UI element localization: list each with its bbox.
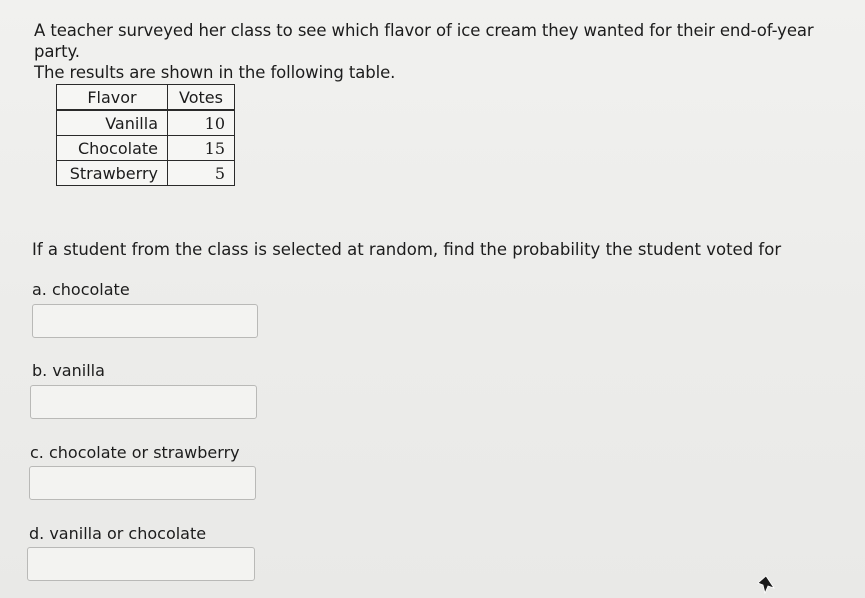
problem-intro — [34, 20, 834, 83]
table-row — [57, 136, 235, 161]
column-header-flavor: Flavor — [57, 85, 168, 111]
intro-line-2: The results are shown in the following table. — [34, 63, 396, 82]
votes-cell: 10 — [168, 110, 235, 136]
flavor-cell: Vanilla — [57, 110, 168, 136]
part-c-label: c. chocolate or strawberry — [30, 443, 240, 462]
part-b-label: b. vanilla — [32, 361, 105, 380]
votes-cell: 15 — [168, 136, 235, 161]
table-row — [57, 161, 235, 186]
part-d-label: d. vanilla or chocolate — [29, 524, 207, 543]
table-row — [57, 110, 235, 136]
part-a-label: a. chocolate — [32, 280, 130, 299]
flavor-votes-table — [56, 84, 235, 186]
votes-cell: 5 — [168, 161, 235, 186]
mouse-pointer-icon — [756, 574, 776, 594]
intro-line-1: A teacher surveyed her class to see which flavor of ice cream they wanted for their end-of-year party. — [34, 21, 814, 61]
flavor-cell: Strawberry — [57, 161, 168, 186]
question-text: If a student from the class is selected at random, find the probability the student voted for — [32, 240, 782, 259]
table-header-row — [57, 85, 235, 111]
part-a-answer-input[interactable] — [32, 304, 258, 338]
flavor-cell: Chocolate — [57, 136, 168, 161]
part-d-answer-input[interactable] — [27, 547, 255, 581]
column-header-votes: Votes — [168, 85, 235, 111]
part-c-answer-input[interactable] — [29, 466, 256, 500]
part-b-answer-input[interactable] — [30, 385, 257, 419]
